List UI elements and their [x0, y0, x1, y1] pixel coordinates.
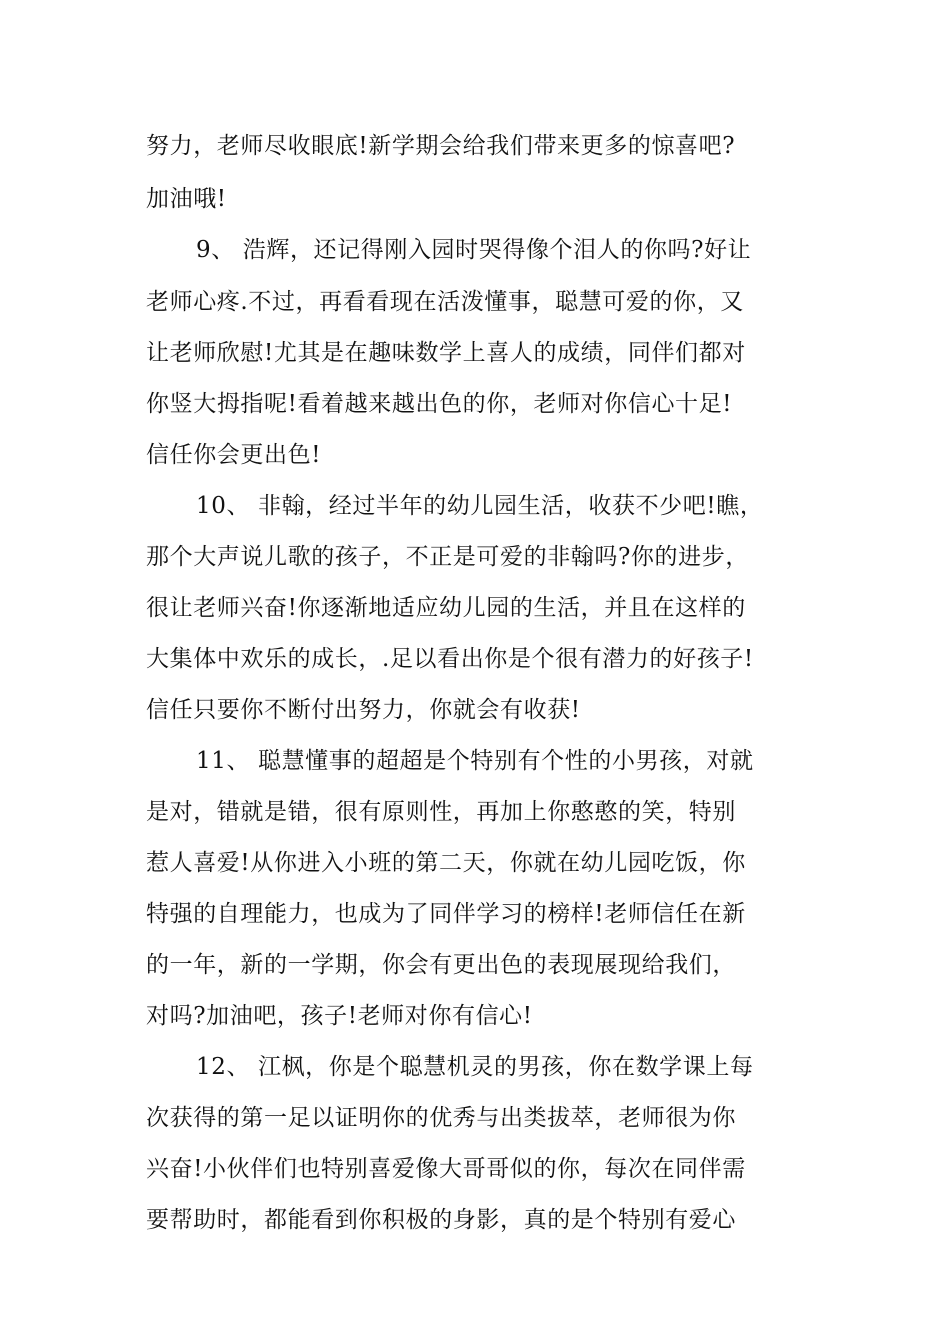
text-line: 让老师欣慰!尤其是在趣味数学上喜人的成绩，同伴们都对: [146, 340, 746, 366]
text-line: 9、 浩辉，还记得刚入园时哭得像个泪人的你吗?好让: [196, 237, 752, 263]
text-line: 次获得的第一足以证明你的优秀与出类拔萃，老师很为你: [146, 1105, 736, 1131]
text-line: 10、 非翰，经过半年的幼儿园生活，收获不少吧!瞧，: [196, 493, 764, 519]
text-line: 要帮助时，都能看到你积极的身影，真的是个特别有爱心: [146, 1207, 736, 1233]
text-line: 很让老师兴奋!你逐渐地适应幼儿园的生活，并且在这样的: [146, 595, 746, 621]
text-line: 的一年，新的一学期，你会有更出色的表现展现给我们，: [146, 952, 736, 978]
text-line: 那个大声说儿歌的孩子，不正是可爱的非翰吗?你的进步，: [146, 544, 749, 570]
text-line: 是对，错就是错，很有原则性，再加上你憨憨的笑，特别: [146, 799, 736, 825]
text-line: 大集体中欢乐的成长，.足以看出你是个很有潜力的好孩子!: [146, 646, 754, 672]
text-line: 你竖大拇指呢!看着越来越出色的你，老师对你信心十足!: [146, 391, 733, 417]
text-line: 信任你会更出色!: [146, 442, 322, 468]
text-line: 信任只要你不断付出努力，你就会有收获!: [146, 697, 581, 723]
text-line: 惹人喜爱!从你进入小班的第二天，你就在幼儿园吃饭，你: [146, 850, 746, 876]
text-line: 兴奋!小伙伴们也特别喜爱像大哥哥似的你，每次在同伴需: [146, 1156, 746, 1182]
text-line: 对吗?加油吧，孩子!老师对你有信心!: [146, 1003, 533, 1029]
text-line: 11、 聪慧懂事的超超是个特别有个性的小男孩，对就: [196, 748, 754, 774]
text-line: 特强的自理能力，也成为了同伴学习的榜样!老师信任在新: [146, 901, 746, 927]
text-line: 加油哦!: [146, 186, 227, 212]
text-line: 12、 江枫，你是个聪慧机灵的男孩，你在数学课上每: [196, 1054, 754, 1080]
text-line: 老师心疼.不过，再看看现在活泼懂事，聪慧可爱的你，又: [146, 289, 744, 315]
text-line: 努力，老师尽收眼底!新学期会给我们带来更多的惊喜吧?: [146, 133, 736, 159]
